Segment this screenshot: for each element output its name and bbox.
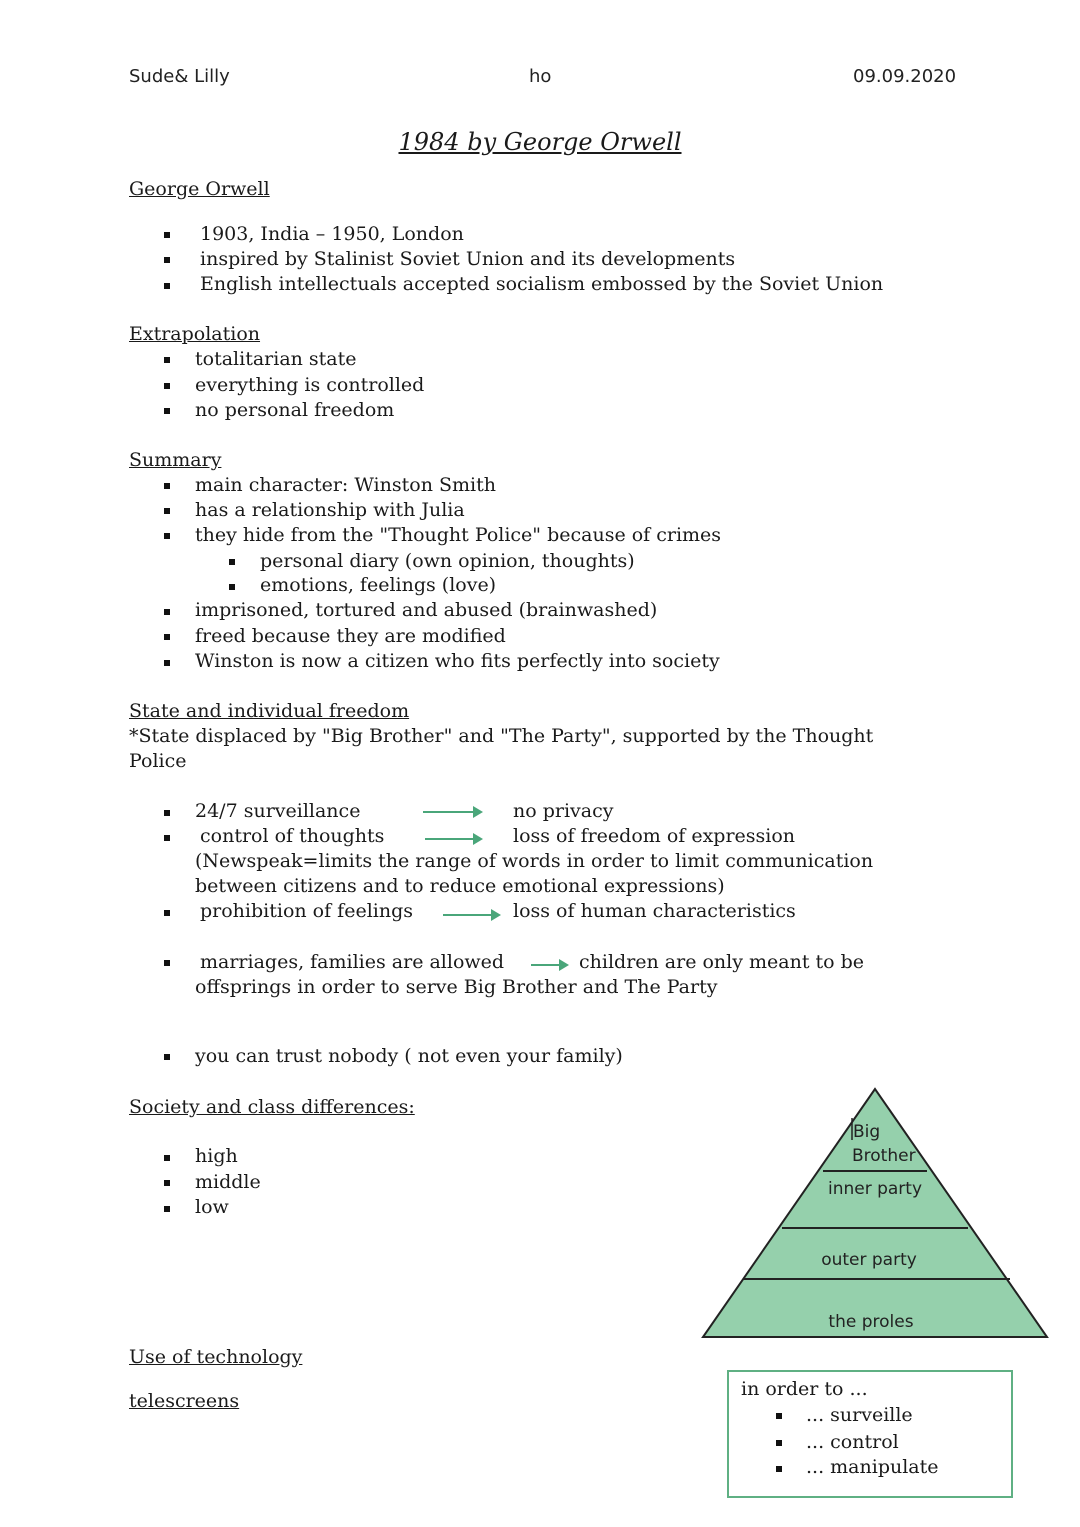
pyramid-label-big: Big [853,1122,881,1142]
list-item: English intellectuals accepted socialism embossed by the Soviet Union [200,273,884,295]
list-item: totalitarian state [195,348,357,370]
list-item: low [195,1196,229,1218]
list-item: 1903, India – 1950, London [200,223,464,245]
section-summary: Summary [129,449,222,471]
pyramid-label-proles: the proles [828,1312,914,1332]
cause-text: marriages, families are allowed [200,951,505,973]
purpose-intro: in order to ... [741,1378,868,1400]
list-item: main character: Winston Smith [195,474,496,496]
sub-list-item: personal diary (own opinion, thoughts) [260,550,635,572]
section-extrapolation: Extrapolation [129,323,261,345]
newspeak-note-cont: between citizens and to reduce emotional expressions) [195,875,725,897]
purpose-item: ... control [806,1431,899,1453]
technology-telescreens: telescreens [129,1390,240,1412]
effect-text: loss of freedom of expression [513,825,796,847]
list-item: high [195,1145,238,1167]
sub-list-item: emotions, feelings (love) [260,574,497,596]
bullet [776,1413,782,1419]
list-item: you can trust nobody ( not even your family) [195,1045,623,1067]
effect-text: no privacy [513,800,614,822]
section-technology: Use of technology [129,1346,303,1368]
newspeak-note: (Newspeak=limits the range of words in order to limit communication [195,850,874,872]
effect-text-cont: offsprings in order to serve Big Brother and The Party [195,976,718,998]
section-george-orwell: George Orwell [129,178,270,200]
header-center: ho [529,66,552,87]
pyramid-label-inner-party: inner party [827,1179,923,1199]
effect-text: loss of human characteristics [513,900,796,922]
cause-text: control of thoughts [200,825,385,847]
list-item: imprisoned, tortured and abused (brainwashed) [195,599,658,621]
cause-text: prohibition of feelings [200,900,413,922]
section-society: Society and class differences: [129,1096,415,1118]
effect-text: children are only meant to be [579,951,865,973]
list-item: middle [195,1171,261,1193]
list-item: they hide from the "Thought Police" because of crimes [195,524,722,546]
section-state-freedom: State and individual freedom [129,700,410,722]
pyramid-label-brother: Brother [852,1146,916,1166]
list-item: has a relationship with Julia [195,499,465,521]
bullet [776,1466,782,1472]
header-names: Sude& Lilly [129,66,230,87]
document-title: 1984 by George Orwell [398,128,682,156]
bullet [776,1440,782,1446]
purpose-item: ... manipulate [806,1456,939,1478]
cause-text: 24/7 surveillance [195,800,361,822]
purpose-item: ... surveille [806,1404,913,1426]
list-item: Winston is now a citizen who fits perfectly into society [195,650,720,672]
state-intro-cont: Police [129,750,187,772]
list-item: freed because they are modified [195,625,506,647]
list-item: no personal freedom [195,399,395,421]
list-item: inspired by Stalinist Soviet Union and its developments [200,248,736,270]
state-intro: *State displaced by "Big Brother" and "The Party", supported by the Thought [129,725,874,747]
list-item: everything is controlled [195,374,425,396]
header-date: 09.09.2020 [853,66,957,87]
pyramid-label-outer-party: outer party [821,1250,917,1270]
